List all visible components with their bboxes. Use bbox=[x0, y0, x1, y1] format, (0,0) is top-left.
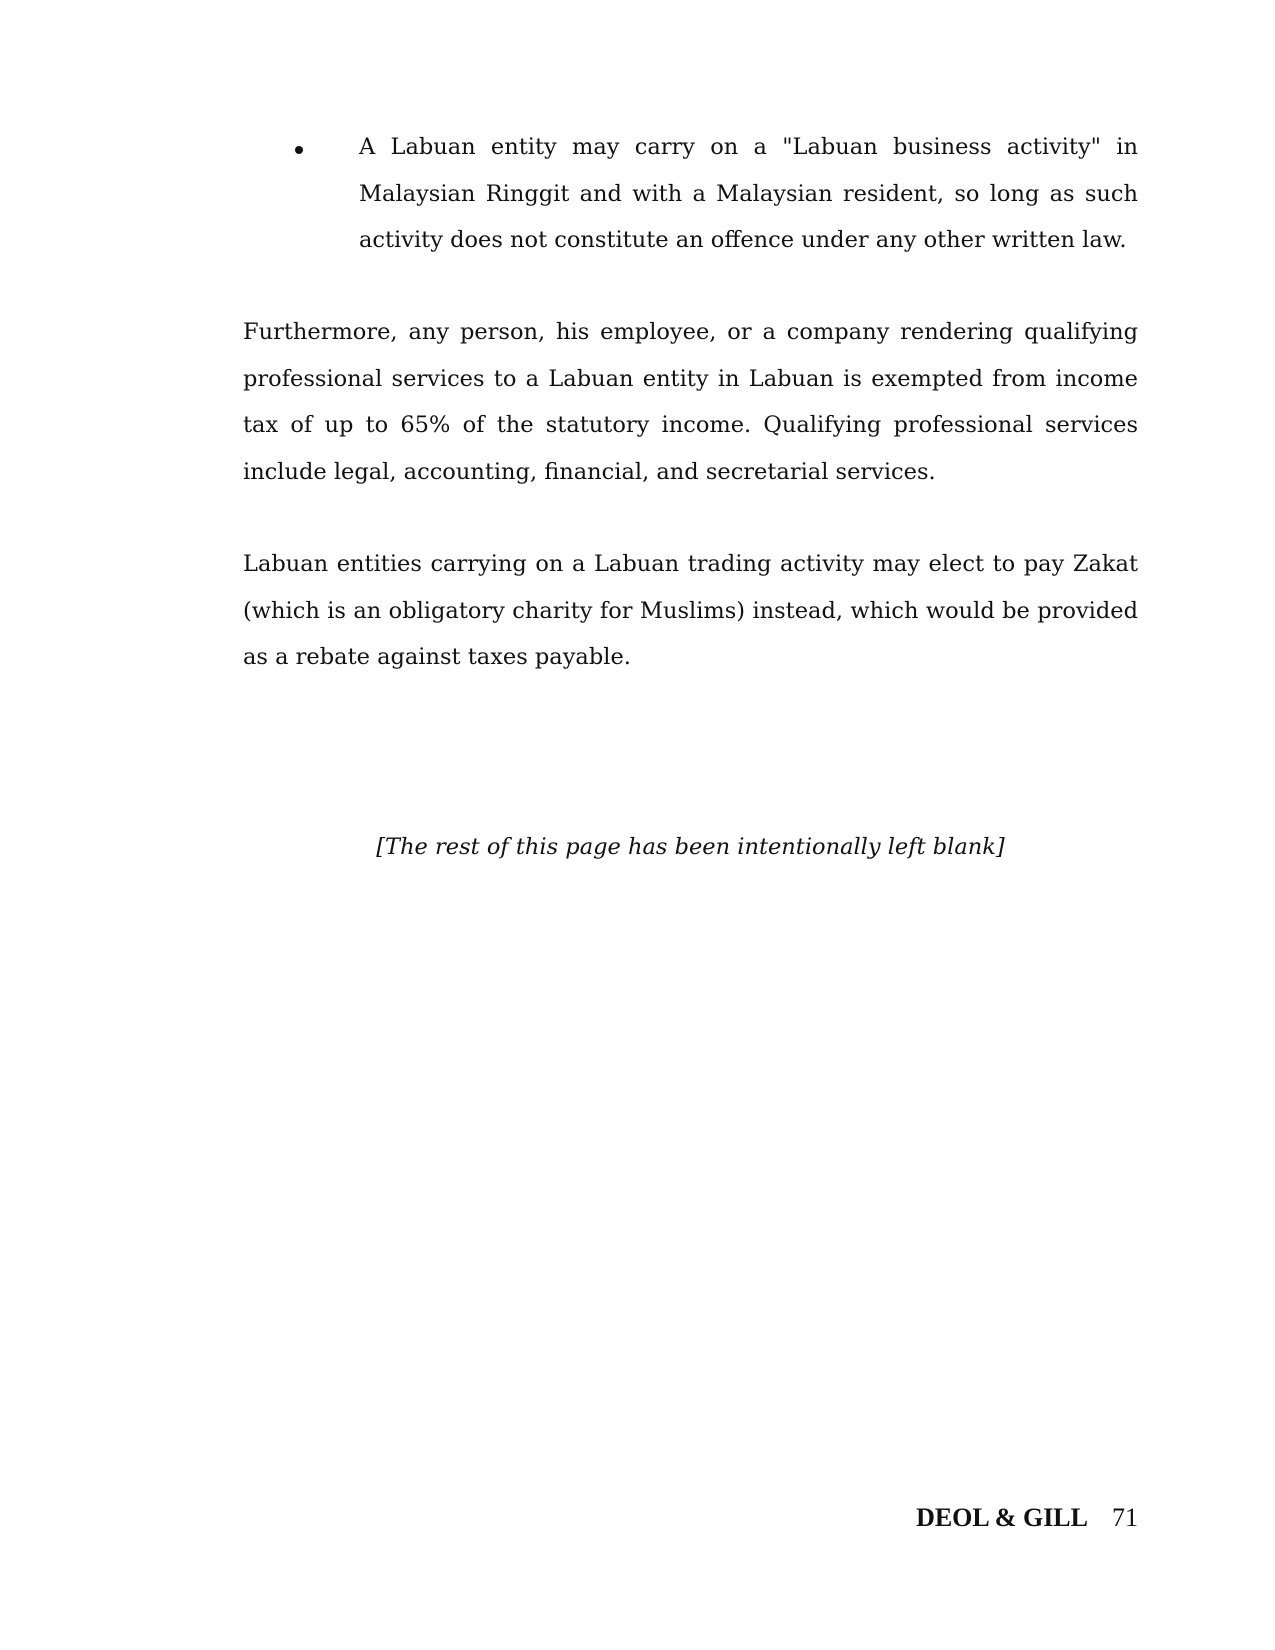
paragraph-zakat: Labuan entities carrying on a Labuan trading activity may elect to pay Zakat (which is an obligatory charity for Muslims) instead, which would be provided as a rebate against taxes payable. bbox=[243, 551, 1138, 670]
blank-page-note: [The rest of this page has been intentionally left blank] bbox=[376, 834, 1005, 860]
page-number: 71 bbox=[1112, 1503, 1138, 1532]
bullet-item-text: A Labuan entity may carry on a "Labuan business activity" in Malaysian Ringgit and with a Malaysian resident, so long as such activity does not constitute an offence under any other written law. bbox=[359, 134, 1138, 253]
bullet-icon bbox=[295, 146, 303, 154]
page-footer bbox=[916, 1502, 1138, 1534]
footer-firm-name: DEOL & GILL bbox=[916, 1503, 1088, 1532]
paragraph-professional-services: Furthermore, any person, his employee, or a company rendering qualifying professional services to a Labuan entity in Labuan is exempted from income tax of up to 65% of the statutory income. Qualifying professional services include legal, accounting, financial, and secretarial services. bbox=[243, 319, 1138, 485]
